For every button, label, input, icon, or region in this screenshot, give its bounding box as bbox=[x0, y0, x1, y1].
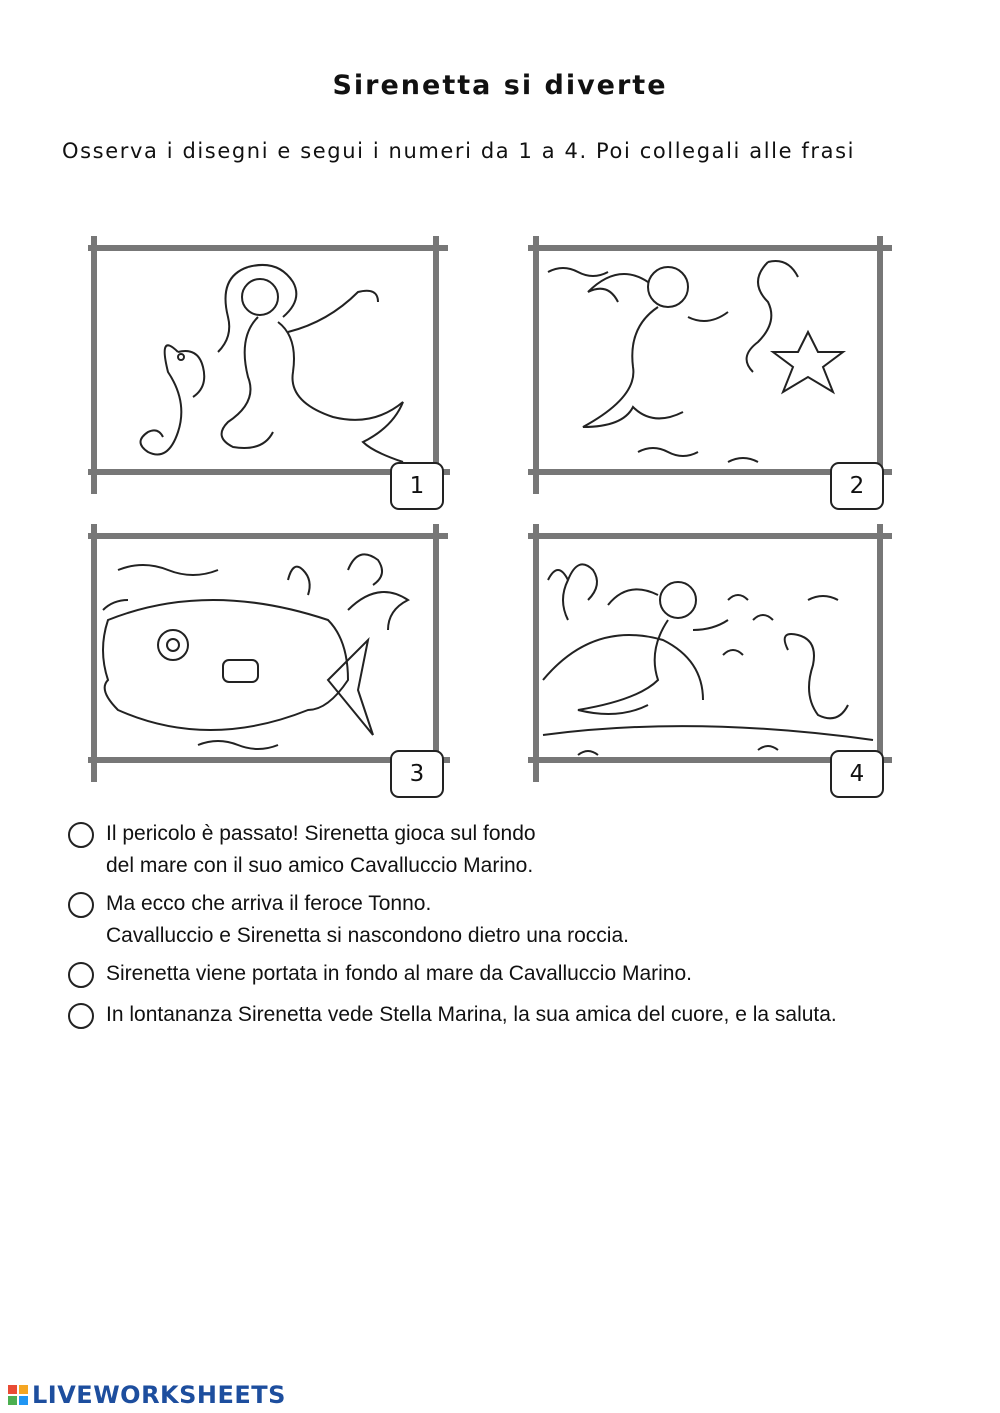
picture-panel-4 bbox=[528, 520, 908, 788]
sentence-line: del mare con il suo amico Cavalluccio Marino. bbox=[106, 854, 534, 877]
liveworksheets-logo-icon bbox=[8, 1385, 28, 1405]
sentence-line: Cavalluccio e Sirenetta si nascondono dietro una roccia. bbox=[106, 924, 629, 947]
sentence-line: Il pericolo è passato! Sirenetta gioca sul fondo bbox=[106, 822, 536, 845]
panel-number-badge: 4 bbox=[830, 750, 884, 798]
answer-circle-input[interactable] bbox=[68, 962, 94, 988]
worksheet-title: Sirenetta si diverte bbox=[332, 70, 668, 101]
answer-circle-input[interactable] bbox=[68, 1003, 94, 1029]
picture-panel-3 bbox=[88, 520, 468, 788]
sentence-line: In lontananza Sirenetta vede Stella Marina, la sua amica del cuore, e la saluta. bbox=[106, 1003, 837, 1026]
sentence-line: Sirenetta viene portata in fondo al mare da Cavalluccio Marino. bbox=[106, 962, 692, 985]
picture-panel-2 bbox=[528, 232, 908, 500]
answer-circle-input[interactable] bbox=[68, 892, 94, 918]
instruction-text: Osserva i disegni e segui i numeri da 1 a 4. Poi collegali alle frasi bbox=[62, 139, 856, 163]
sentence-line: Ma ecco che arriva il feroce Tonno. bbox=[106, 892, 432, 915]
panel-number-badge: 2 bbox=[830, 462, 884, 510]
mermaid-starfish-drawing bbox=[528, 232, 908, 500]
brand-name: LIVEWORKSHEETS bbox=[32, 1381, 286, 1409]
mermaid-playing-drawing bbox=[528, 520, 908, 788]
mermaid-seahorse-drawing bbox=[88, 232, 468, 500]
panel-number-badge: 1 bbox=[390, 462, 444, 510]
tuna-fish-drawing bbox=[88, 520, 468, 788]
answer-circle-input[interactable] bbox=[68, 822, 94, 848]
liveworksheets-footer bbox=[8, 1380, 286, 1410]
picture-panel-1 bbox=[88, 232, 468, 500]
panel-number-badge: 3 bbox=[390, 750, 444, 798]
